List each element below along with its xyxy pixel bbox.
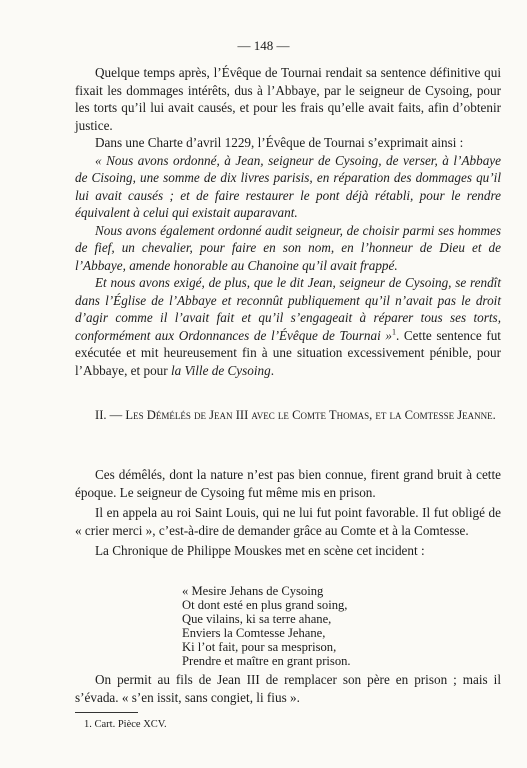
poem-line: Que vilains, ki sa terre ahane, — [182, 612, 332, 626]
paragraph: Ces démêlés, dont la nature n’est pas bien connue, firent grand bruit à cette époque. Le seigneur de Cysoing fut même mis en prison. — [75, 467, 501, 500]
paragraph: Quelque temps après, l’Évêque de Tournai rendait sa sentence définitive qui fixait les dommages intérêts, dus à l’Abbaye, par le seigneur de Cysoing, pour les torts qu’il lui avait causés, et pour les frais qu’elle avait faits, afin d’obtenir justice. — [75, 65, 501, 133]
paragraph: On permit au fils de Jean III de remplacer son père en prison ; mais il s’évada. « s’en issit, sans congiet, li fius ». — [75, 672, 501, 705]
poem-line: Ot dont esté en plus grand soing, — [182, 598, 348, 612]
poem-line: Ki l’ot fait, pour sa mesprison, — [182, 640, 337, 654]
poem — [182, 584, 351, 668]
quote-tail-italic: la Ville de Cysoing — [170, 362, 271, 378]
footnote: 1. Cart. Pièce XCV. — [84, 719, 167, 730]
poem-line: Prendre et maître en grant prison. — [182, 654, 351, 668]
body-text-mid — [75, 466, 501, 563]
quote-tail-end: . — [270, 362, 274, 378]
footnote-ref: 1 — [391, 327, 396, 337]
quote-paragraph: Nous avons également ordonné audit seigneur, de choisir parmi ses hommes de fief, un chevalier, pour faire en son nom, en l’honneur de Dieu et de l’Abbaye, amende honorable au Chanoine qu’il avait frappé. — [75, 222, 501, 273]
quote-text: Et nous avons exigé, de plus, que le dit Jean, seigneur de Cysoing, se rendît dans l’Église de l’Abbaye et reconnût publiquement qu’il n’avait pas le droit d’agir comme il l’avait fait et qu’il s’engageait à réparer tous ses torts, conformément aux Ordonnances de l’Évêque de Tournai » — [75, 275, 501, 343]
paragraph: Il en appela au roi Saint Louis, qui ne lui fut point favorable. Il fut obligé de « crier merci », c’est-à-dire de demander grâce au Comte et à la Comtesse. — [75, 505, 501, 538]
page-number: — 148 — — [237, 38, 290, 53]
body-text-bottom — [75, 671, 501, 706]
footnote-divider — [75, 712, 138, 713]
quote-paragraph — [75, 274, 501, 379]
paragraph: La Chronique de Philippe Mouskes met en scène cet incident : — [95, 543, 425, 558]
quote-tail: . Cette sentence fut exécutée et mit heureusement fin à une situation excessivement pénible, pour l’Abbaye, et pour — [75, 327, 501, 378]
section-heading: II. — Les Démélés de Jean III avec le Comte Thomas, et la Comtesse Jeanne. — [95, 408, 496, 422]
poem-line: Enviers la Comtesse Jehane, — [182, 626, 326, 640]
paragraph: Dans une Charte d’avril 1229, l’Évêque de Tournai s’exprimait ainsi : — [95, 135, 464, 150]
poem-line: « Mesire Jehans de Cysoing — [182, 584, 324, 598]
quote-paragraph: « Nous avons ordonné, à Jean, seigneur de Cysoing, de verser, à l’Abbaye de Cisoing, une somme de dix livres parisis, en réparation des dommages qu’il lui avait causés ; et de faire restaurer le pont déjà rétabli, pour le rendre équivalent à celui qui existait auparavant. — [75, 152, 501, 220]
body-text-top — [75, 64, 501, 379]
